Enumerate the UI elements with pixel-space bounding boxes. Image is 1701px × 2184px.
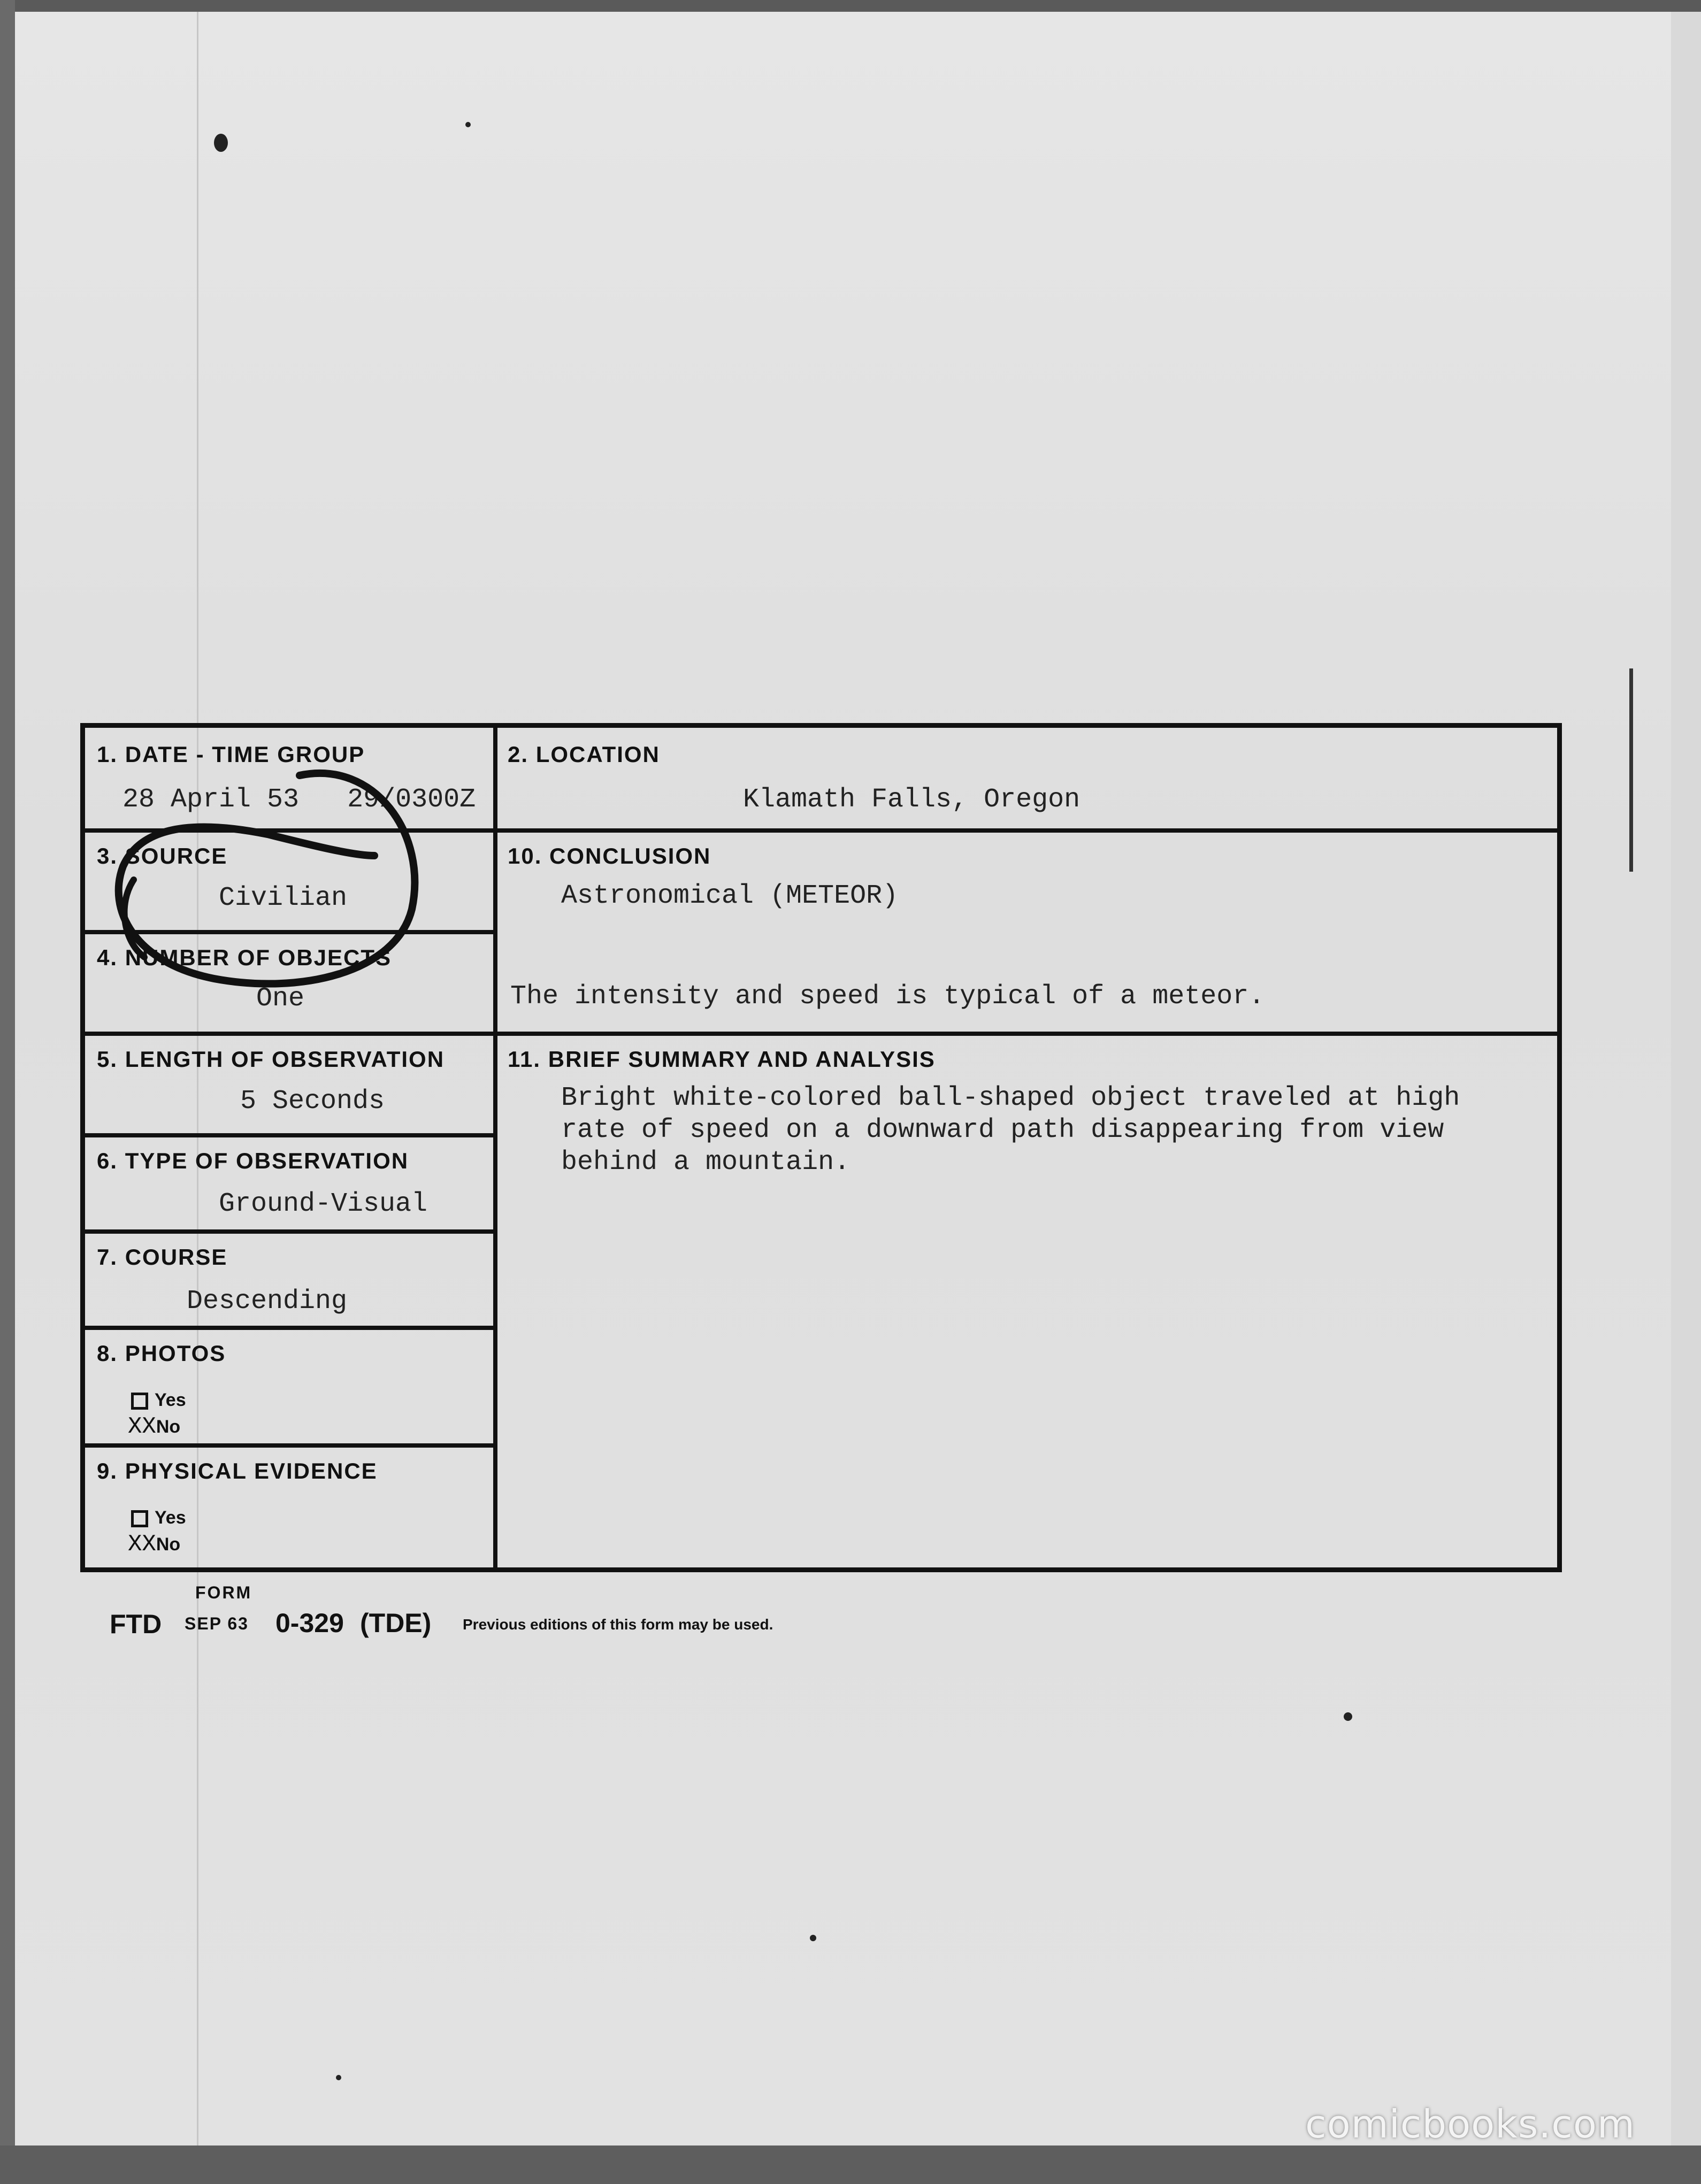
- row-divider: [85, 1443, 494, 1448]
- x-mark-icon: XX: [128, 1413, 156, 1440]
- conclusion-note: The intensity and speed is typical of a meteor.: [510, 981, 1265, 1012]
- course-label: 7. COURSE: [97, 1244, 228, 1270]
- footer-date: SEP 63: [185, 1614, 249, 1633]
- footer-code: (TDE): [360, 1608, 432, 1638]
- summary-line: Bright white-colored ball-shaped object traveled at high: [561, 1083, 1460, 1113]
- summary-line: behind a mountain.: [561, 1147, 851, 1178]
- conclusion-value: Astronomical (METEOR): [561, 881, 899, 911]
- footer-ftd: FTD: [110, 1609, 162, 1639]
- length-value: 5 Seconds: [240, 1086, 385, 1117]
- photos-yes-label: Yes: [155, 1390, 186, 1410]
- speck: [810, 1935, 816, 1941]
- location-value: Klamath Falls, Oregon: [743, 785, 1081, 815]
- x-mark-icon: XX: [128, 1531, 156, 1558]
- row-divider: [85, 828, 494, 833]
- footer-note: Previous editions of this form may be used.: [463, 1616, 773, 1633]
- photos-label: 8. PHOTOS: [97, 1341, 226, 1366]
- evidence-no-checkbox: [128, 1531, 180, 1558]
- scan-border-top: [0, 0, 1701, 12]
- date-value: 28 April 53 29/0300Z: [122, 785, 476, 815]
- footer-number: 0-329: [275, 1608, 344, 1638]
- row-divider: [85, 1229, 494, 1234]
- edge-mark: [1629, 668, 1633, 872]
- source-label: 3. SOURCE: [97, 843, 228, 868]
- date-label: 1. DATE - TIME GROUP: [97, 742, 365, 767]
- length-label: 5. LENGTH OF OBSERVATION: [97, 1047, 445, 1072]
- checkbox-empty-icon: [131, 1510, 148, 1527]
- report-form: [80, 723, 1562, 1572]
- evidence-label: 9. PHYSICAL EVIDENCE: [97, 1458, 378, 1483]
- summary-label: 11. BRIEF SUMMARY AND ANALYSIS: [508, 1047, 936, 1072]
- row-divider: [85, 1326, 494, 1330]
- speck: [214, 134, 228, 152]
- row-divider: [494, 828, 1562, 833]
- objects-label: 4. NUMBER OF OBJECTS: [97, 945, 392, 970]
- column-divider: [493, 728, 497, 1567]
- scan-border-left: [0, 0, 15, 2184]
- scan-border-bottom: [0, 2145, 1701, 2184]
- location-label: 2. LOCATION: [508, 742, 660, 767]
- checkbox-empty-icon: [131, 1393, 148, 1410]
- objects-value: One: [256, 983, 305, 1014]
- row-divider: [85, 1133, 494, 1137]
- row-divider: [85, 930, 494, 934]
- watermark: comicbooks.com: [1305, 2102, 1636, 2147]
- type-value: Ground-Visual: [219, 1189, 428, 1219]
- footer-form: FORM: [195, 1583, 252, 1602]
- photos-no-label: No: [156, 1417, 181, 1437]
- evidence-no-label: No: [156, 1534, 181, 1555]
- speck: [1344, 1712, 1352, 1721]
- type-label: 6. TYPE OF OBSERVATION: [97, 1148, 409, 1173]
- speck: [465, 122, 471, 127]
- speck: [336, 2075, 341, 2080]
- photos-no-checkbox: [128, 1413, 180, 1440]
- course-value: Descending: [187, 1286, 348, 1317]
- row-divider: [494, 1032, 1562, 1036]
- row-divider: [85, 1032, 494, 1036]
- evidence-yes-label: Yes: [155, 1508, 186, 1528]
- conclusion-label: 10. CONCLUSION: [508, 843, 711, 868]
- summary-line: rate of speed on a downward path disappearing from view: [561, 1115, 1444, 1145]
- evidence-yes-checkbox: [131, 1508, 186, 1528]
- photos-yes-checkbox: [131, 1390, 186, 1411]
- source-value: Civilian: [219, 883, 348, 913]
